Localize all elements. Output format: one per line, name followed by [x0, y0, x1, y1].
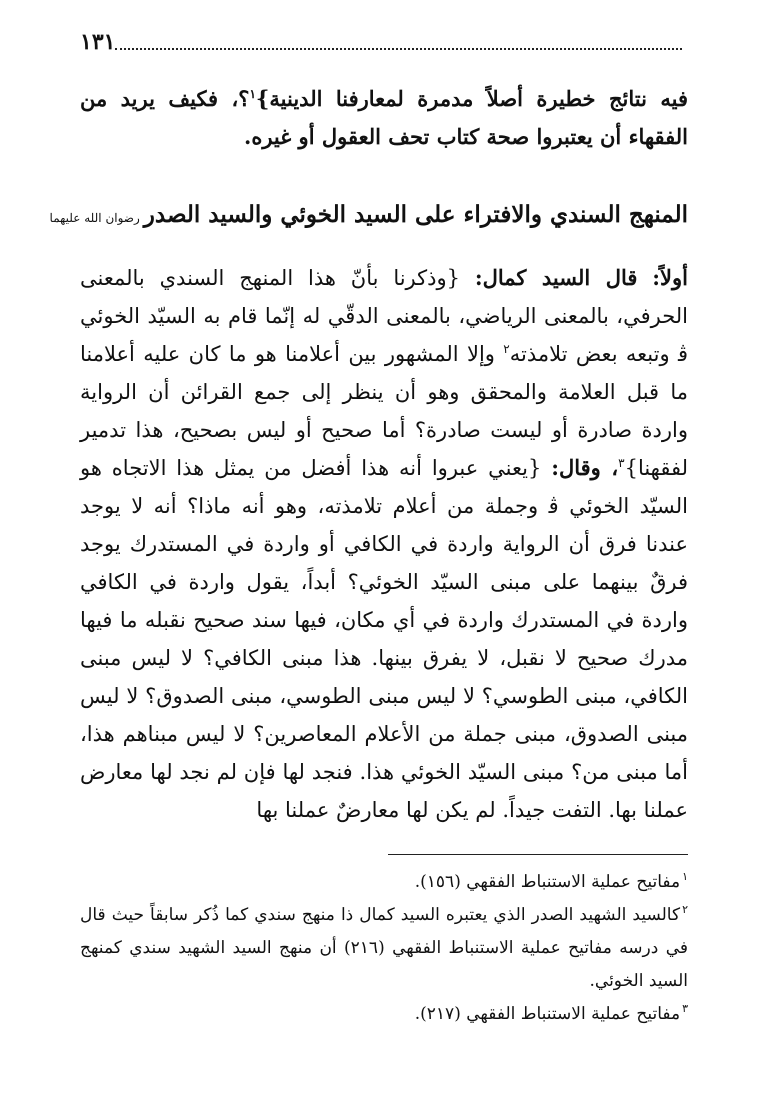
footnote-text: مفاتيح عملية الاستنباط الفقهي (١٥٦).	[414, 872, 681, 892]
footnote-ref-3[interactable]: ٣	[618, 456, 625, 470]
label-said: قال السيد كمال:	[474, 265, 638, 290]
footnote-text: مفاتيح عملية الاستنباط الفقهي (٢١٧).	[414, 1004, 681, 1024]
section-heading	[49, 198, 688, 235]
footnote-2	[80, 899, 688, 998]
page-header	[80, 26, 688, 56]
footnotes	[80, 866, 688, 1031]
intro-continuation: ؟، فكيف يريد من الفقهاء أن يعتبروا صحة كتاب تحف العقول أو غيره.	[80, 86, 688, 149]
quote-part-2: وإلا المشهور بين أعلامنا هو ما كان عليه أعلامنا ما قبل العلامة والمحقق وهو أن ينظر إلى جمع القرائن أن الرواية واردة صادرة أو ليست صادرة؟ أما صحيح أو ليس بصحيح، هذا تدمير لفقهنا}	[80, 342, 688, 480]
footnote-mark: ٢	[682, 903, 688, 917]
label-and-said: ، وقال:	[551, 455, 619, 480]
section-title: المنهج السندي والافتراء على السيد الخوئي والسيد الصدر	[143, 201, 688, 228]
quote-part-3: {يعني عبروا أنه هذا أفضل من يمثل هذا الاتجاه هو السيّد الخوئي ﭬ وجملة من أعلام تلامذته، وهو أنه ماذا؟ أنه لا يوجد عندنا فرق أن الرواية واردة في الكافي أو واردة في المستدرك يوجد فرقٌ بينهما على مبنى السيّد الخوئي؟ أبداً، يقول واردة في الكافي واردة في المستدرك واردة في أي مكان، فيها سند صحيح نقبله ما فيها مدرك صحيح لا نقبل، لا يفرق بينها. هذا مبنى الكافي؟ لا ليس مبنى الكافي، مبنى الطوسي؟ لا ليس مبنى الطوسي، مبنى الصدوق؟ لا ليس مبنى الصدوق، مبنى جملة من الأعلام المعاصرين؟ لا ليس مبناهم هذا، أما مبنى من؟ مبنى السيّد الخوئي هذا. فنجد لها فإن لم نجد لها معارض عملنا بها. التفت جيداً. لم يكن لها معارضٌ عملنا بها	[80, 456, 688, 822]
footnote-ref-2[interactable]: ٢	[503, 342, 510, 356]
footnote-text: كالسيد الشهيد الصدر الذي يعتبره السيد كمال ذا منهج سندي كما ذُكر سابقاً حيث قال في درسه مفاتيح عملية الاستنباط الفقهي (٢١٦) أن منهج السيد الشهيد سندي كمنهج السيد الخوئي.	[80, 905, 688, 991]
footnote-mark: ٣	[682, 1002, 688, 1016]
footnote-3	[80, 998, 688, 1031]
quote-part-1: {وذكرنا بأنّ هذا المنهج السندي بالمعنى الحرفي، بالمعنى الرياضي، بالمعنى الدقّي له إنّما قام به السيّد الخوئي ﭬ وتبعه بعض تلامذته	[80, 266, 688, 366]
label-first: أولاً:	[652, 265, 688, 290]
section-honorific: رضوان الله عليهما	[49, 211, 140, 225]
page-number: ١٣١	[80, 29, 116, 55]
footnote-divider	[388, 854, 688, 855]
intro-paragraph	[80, 80, 688, 156]
footnote-mark: ١	[682, 870, 688, 884]
footnote-1	[80, 866, 688, 899]
footnote-ref-1[interactable]: ١	[249, 87, 256, 101]
header-dotted-rule	[115, 48, 682, 50]
main-paragraph	[80, 259, 688, 829]
intro-text: فيه نتائج خطيرة أصلاً مدمرة لمعارفنا الدينية}	[255, 86, 688, 111]
content	[49, 70, 688, 829]
